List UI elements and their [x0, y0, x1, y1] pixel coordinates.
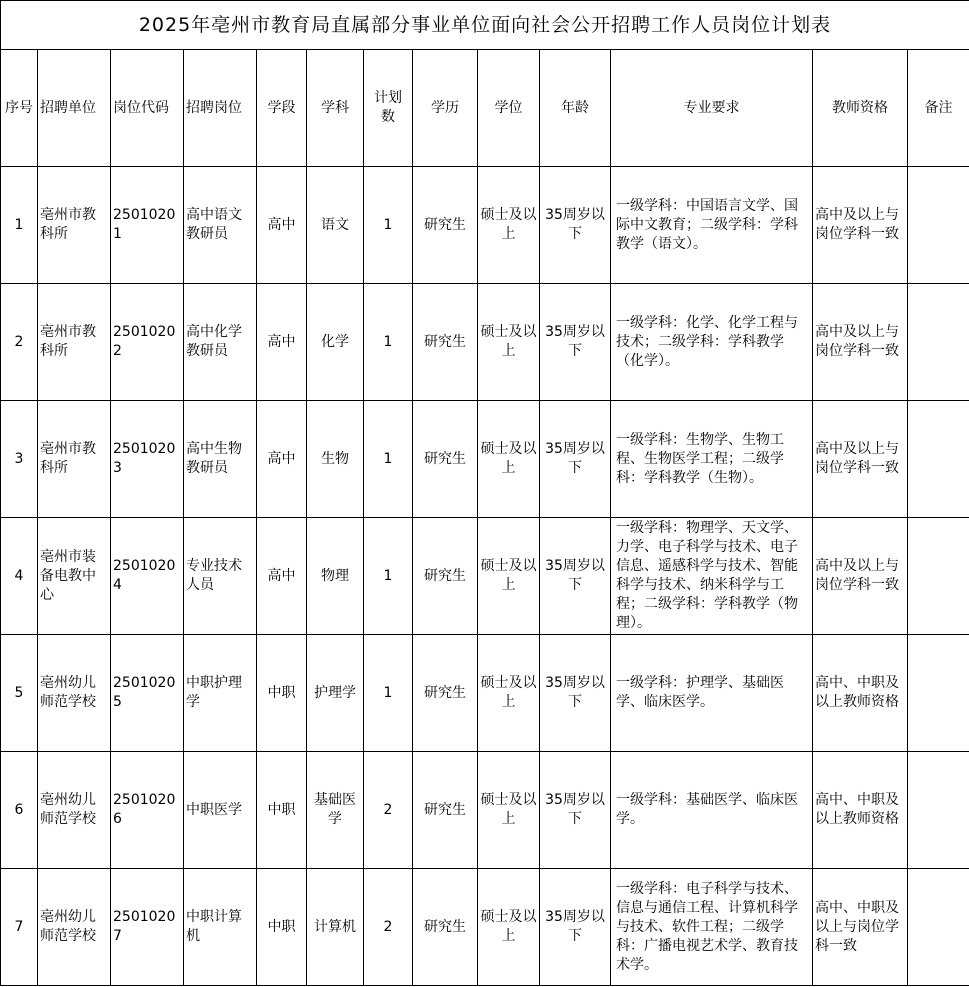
cell-major: 一级学科：物理学、天文学、力学、电子科学与技术、电子信息、遥感科学与技术、智能科学与技术、纳米科学与工程；二级学科：学科教学（物理）。	[611, 518, 813, 635]
cell-certificate: 高中、中职及以上教师资格	[813, 752, 908, 869]
cell-stage: 中职	[257, 869, 307, 986]
header-subject: 学科	[307, 50, 364, 167]
cell-major: 一级学科：电子科学与技术、信息与通信工程、计算机科学与技术、软件工程；二级学科：广播电视艺术学、教育技术学。	[611, 869, 813, 986]
table-row	[1, 869, 969, 986]
cell-subject: 生物	[307, 401, 364, 518]
header-major: 专业要求	[611, 50, 813, 167]
header-code: 岗位代码	[111, 50, 184, 167]
cell-stage: 中职	[257, 635, 307, 752]
cell-degree: 硕士及以上	[478, 167, 540, 284]
cell-certificate: 高中及以上与岗位学科一致	[813, 518, 908, 635]
header-post: 招聘岗位	[184, 50, 257, 167]
cell-unit: 亳州市教科所	[38, 167, 111, 284]
cell-post: 中职护理学	[184, 635, 257, 752]
cell-degree: 硕士及以上	[478, 752, 540, 869]
table-row	[1, 284, 969, 401]
cell-note	[908, 752, 969, 869]
cell-major: 一级学科：中国语言文学、国际中文教育；二级学科：学科教学（语文）。	[611, 167, 813, 284]
cell-major: 一级学科：基础医学、临床医学。	[611, 752, 813, 869]
cell-unit: 亳州幼儿师范学校	[38, 752, 111, 869]
cell-age: 35周岁以下	[540, 518, 611, 635]
cell-subject: 物理	[307, 518, 364, 635]
header-note: 备注	[908, 50, 969, 167]
cell-education: 研究生	[413, 167, 478, 284]
table-row	[1, 635, 969, 752]
cell-code: 25010203	[111, 401, 184, 518]
cell-education: 研究生	[413, 869, 478, 986]
cell-subject: 基础医学	[307, 752, 364, 869]
cell-code: 25010205	[111, 635, 184, 752]
cell-post: 专业技术人员	[184, 518, 257, 635]
cell-degree: 硕士及以上	[478, 518, 540, 635]
table-header-row	[1, 50, 969, 167]
cell-age: 35周岁以下	[540, 869, 611, 986]
header-stage: 学段	[257, 50, 307, 167]
cell-count: 2	[364, 752, 413, 869]
cell-no: 7	[1, 869, 38, 986]
cell-no: 6	[1, 752, 38, 869]
cell-stage: 高中	[257, 401, 307, 518]
cell-post: 中职医学	[184, 752, 257, 869]
cell-major: 一级学科：生物学、生物工程、生物医学工程；二级学科：学科教学（生物）。	[611, 401, 813, 518]
table-row	[1, 518, 969, 635]
cell-count: 1	[364, 167, 413, 284]
cell-stage: 高中	[257, 284, 307, 401]
cell-degree: 硕士及以上	[478, 635, 540, 752]
cell-code: 25010202	[111, 284, 184, 401]
cell-subject: 护理学	[307, 635, 364, 752]
cell-subject: 计算机	[307, 869, 364, 986]
cell-note	[908, 284, 969, 401]
table-row	[1, 752, 969, 869]
cell-degree: 硕士及以上	[478, 284, 540, 401]
cell-certificate: 高中及以上与岗位学科一致	[813, 401, 908, 518]
header-education: 学历	[413, 50, 478, 167]
cell-education: 研究生	[413, 518, 478, 635]
cell-subject: 语文	[307, 167, 364, 284]
cell-unit: 亳州市教科所	[38, 284, 111, 401]
cell-count: 1	[364, 635, 413, 752]
cell-degree: 硕士及以上	[478, 869, 540, 986]
header-count: 计划数	[364, 50, 413, 167]
cell-note	[908, 518, 969, 635]
cell-age: 35周岁以下	[540, 167, 611, 284]
table-row	[1, 401, 969, 518]
cell-education: 研究生	[413, 284, 478, 401]
header-age: 年龄	[540, 50, 611, 167]
cell-count: 1	[364, 518, 413, 635]
cell-age: 35周岁以下	[540, 752, 611, 869]
cell-no: 2	[1, 284, 38, 401]
cell-age: 35周岁以下	[540, 284, 611, 401]
cell-count: 1	[364, 284, 413, 401]
cell-no: 4	[1, 518, 38, 635]
cell-education: 研究生	[413, 635, 478, 752]
cell-education: 研究生	[413, 401, 478, 518]
cell-code: 25010207	[111, 869, 184, 986]
cell-major: 一级学科：化学、化学工程与技术；二级学科：学科教学（化学）。	[611, 284, 813, 401]
header-unit: 招聘单位	[38, 50, 111, 167]
cell-post: 中职计算机	[184, 869, 257, 986]
cell-certificate: 高中、中职及以上与岗位学科一致	[813, 869, 908, 986]
cell-post: 高中语文教研员	[184, 167, 257, 284]
header-no: 序号	[1, 50, 38, 167]
cell-note	[908, 167, 969, 284]
cell-age: 35周岁以下	[540, 401, 611, 518]
cell-stage: 中职	[257, 752, 307, 869]
cell-unit: 亳州幼儿师范学校	[38, 635, 111, 752]
cell-no: 1	[1, 167, 38, 284]
cell-stage: 高中	[257, 167, 307, 284]
cell-certificate: 高中及以上与岗位学科一致	[813, 167, 908, 284]
cell-education: 研究生	[413, 752, 478, 869]
page-title: 2025年亳州市教育局直属部分事业单位面向社会公开招聘工作人员岗位计划表	[1, 1, 969, 50]
header-certificate: 教师资格	[813, 50, 908, 167]
cell-unit: 亳州市教科所	[38, 401, 111, 518]
cell-note	[908, 635, 969, 752]
cell-major: 一级学科：护理学、基础医学、临床医学。	[611, 635, 813, 752]
cell-note	[908, 401, 969, 518]
cell-code: 25010204	[111, 518, 184, 635]
cell-code: 25010206	[111, 752, 184, 869]
table-row	[1, 167, 969, 284]
cell-count: 2	[364, 869, 413, 986]
header-degree: 学位	[478, 50, 540, 167]
cell-no: 5	[1, 635, 38, 752]
cell-subject: 化学	[307, 284, 364, 401]
cell-stage: 高中	[257, 518, 307, 635]
cell-unit: 亳州幼儿师范学校	[38, 869, 111, 986]
cell-certificate: 高中及以上与岗位学科一致	[813, 284, 908, 401]
cell-age: 35周岁以下	[540, 635, 611, 752]
cell-post: 高中生物教研员	[184, 401, 257, 518]
cell-no: 3	[1, 401, 38, 518]
cell-count: 1	[364, 401, 413, 518]
cell-code: 25010201	[111, 167, 184, 284]
cell-degree: 硕士及以上	[478, 401, 540, 518]
cell-unit: 亳州市装备电教中心	[38, 518, 111, 635]
cell-post: 高中化学教研员	[184, 284, 257, 401]
cell-note	[908, 869, 969, 986]
cell-certificate: 高中、中职及以上教师资格	[813, 635, 908, 752]
